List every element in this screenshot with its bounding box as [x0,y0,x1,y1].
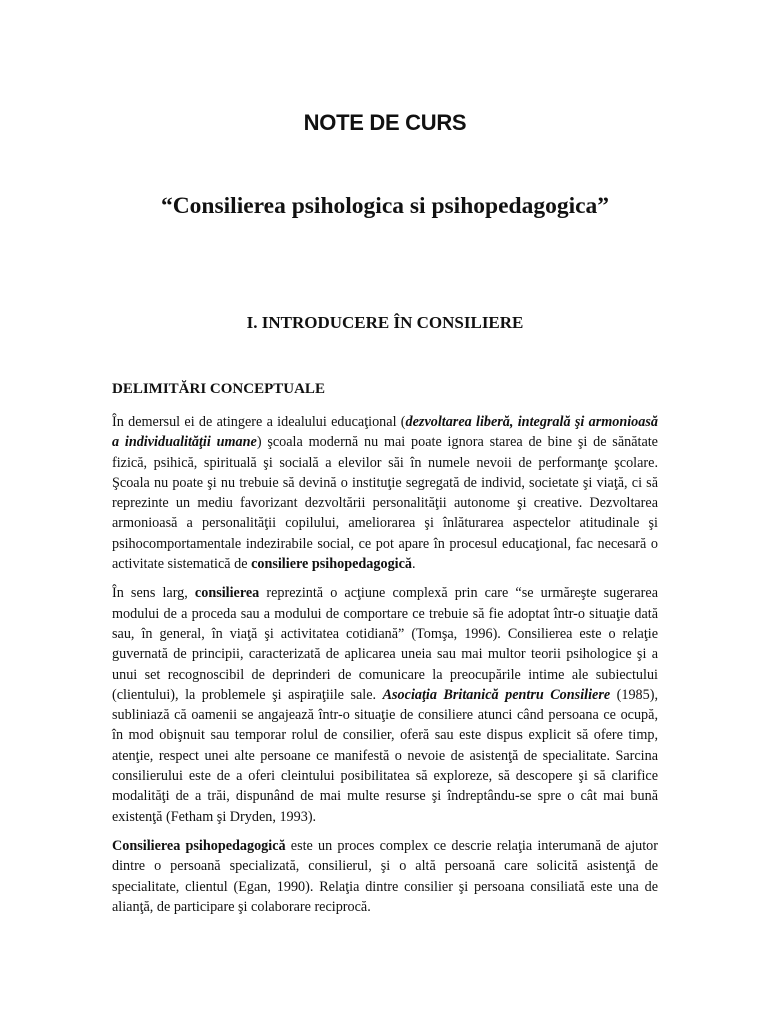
document-subtitle: “Consilierea psihologica si psihopedagogica” [160,193,610,219]
paragraph-1-text-a: În demersul ei de atingere a idealului educaţional ( [112,414,406,430]
paragraph-2-text-c: reprezintă o acţiune complexă prin care “se urmăreşte sugerarea modului de a proceda sau a modului de comportare ce trebuie să fie adoptat într-o situaţie dată sau, în general, în viaţă şi activitatea cotidiană” (Tomşa, 1996). Consilierea este o relaţie guvernată de principii, caracterizată de aplicarea uneia sau mai multor teorii psihologice şi a unui set recognoscibil de deprinderi de comunicare la preocupările intime ale subiectului (clientului), la problemele şi aspiraţiile sale. [112,585,658,703]
paragraph-1 [112,412,658,574]
paragraph-2 [112,583,658,827]
paragraph-3-term: Consilierea psihopedagogică [112,837,286,854]
paragraph-2-text-e: (1985), subliniază că oamenii se angajează într-o situaţie de consiliere atunci când persoana ce ocupă, în mod obişnuit sau temporar rolul de consilier, oferă sau este dispus explicit să ofere timp, atenţie, respect unei alte persoane ce manifestă o nevoie de asistenţă de specialitate. Sarcina consilierului este de a oferi cleintului posibilitatea să exploreze, să descopere şi să clarifice modalităţi de a trăi, dispunând de mai multe resurse şi îndreptându-se spre o cât mai bună existenţă (Fetham şi Dryden, 1993). [112,686,658,825]
paragraph-1-text-e: . [412,556,416,573]
paragraph-1-text-c: ) şcoala modernă nu mai poate ignora starea de bine şi de sănătate fizică, psihică, spirituală şi socială a elevilor săi în numele nevoii de performanţe şcolare. Şcoala nu poate şi nu trebuie să devină o instituţie segregată de individ, societate şi viaţă, ci să reprezinte un mediu favorizant dezvoltării personalităţii autonome şi creative. Dezvoltarea armonioasă a personalităţii copilului, ameliorarea şi înlăturarea aspectelor atitudinale şi psihocomportamentale indezirabile social, ce pot apare în procesul educaţional, fac necesară o activitate sistematică de [112,434,658,573]
paragraph-1-term: consiliere psihopedagogică [251,556,412,573]
paragraph-3 [112,836,658,917]
document-page [112,0,658,1024]
section-title: DELIMITĂRI CONCEPTUALE [112,381,325,397]
paragraph-2-text-a: În sens larg, [112,585,195,602]
document-title: NOTE DE CURS [303,110,467,135]
paragraph-3-text-b: este un proces complex ce descrie relaţia interumană de ajutor dintre o persoană specializată, consilierul, şi o altă persoană care solicită asistenţă de specialitate, clientul (Egan, 1990). Relaţia dintre consilier şi persoana consiliată este una de alianţă, de participare şi colaborare reciprocă. [112,837,658,915]
paragraph-2-term: consilierea [194,585,260,602]
body-text [112,412,658,926]
chapter-title: I. INTRODUCERE ÎN CONSILIERE [246,313,524,332]
paragraph-1-emphasis: dezvoltarea liberă, integrală şi armonioasă a individualităţii umane [112,414,658,451]
paragraph-2-organization: Asociaţia Britanică pentru Consiliere [382,686,611,703]
